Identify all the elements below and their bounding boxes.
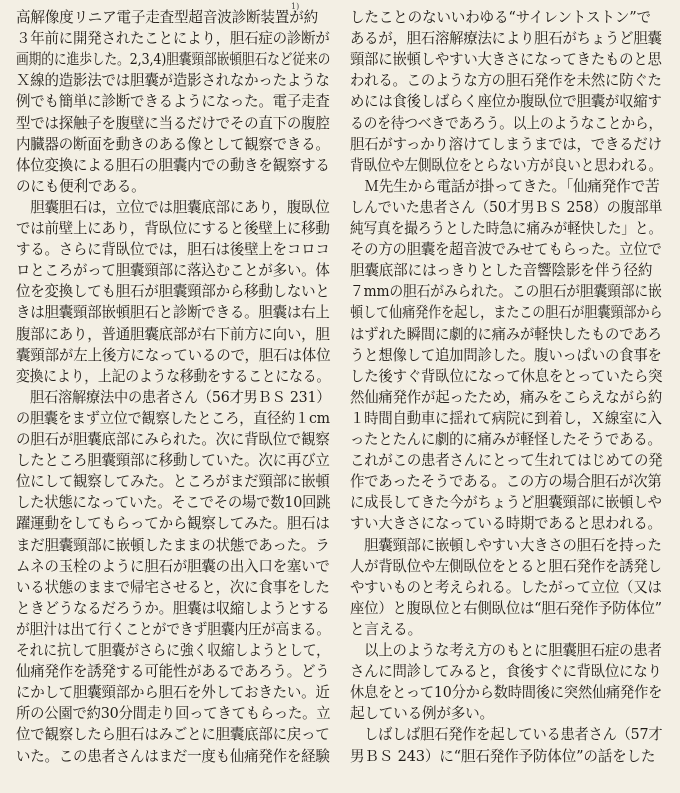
text-line: それに抗して胆囊がさらに強く収縮しようとして，	[16, 642, 330, 659]
text-line: 背臥位や左側臥位をとらない方が良いと思われる。	[350, 156, 663, 174]
text-line: 作であったそうである。この方の場合胆石が次第	[350, 473, 662, 491]
text-line: したところ胆囊頸部に移動していた。次に再び立	[16, 452, 330, 470]
text-line: 起している例が多い。	[350, 705, 494, 723]
text-line: 高解像度リニア電子走査型超音波診断装置が約	[16, 9, 318, 26]
text-line: 画期的に進歩した。2,3,4)胆囊頸部嵌頓胆石など従来の	[16, 51, 331, 69]
text-line: ムネの玉栓のように胆石が胆囊の出入口を塞いで	[16, 557, 330, 575]
text-line: にかして胆囊頸部から胆石を外しておきたい。近	[16, 684, 330, 702]
text-line: 胆石がすっかり溶けてしまうまでは，できるだけ	[350, 135, 662, 153]
text-line: 胆囊底部にはっきりとした音響陰影を伴う径約	[350, 262, 653, 280]
text-line: 位にして観察してみた。ところがまだ頸部に嵌頓	[16, 473, 330, 491]
text-line: 躍運動をしてもらってから観察してみた。胆石は	[16, 515, 330, 533]
text-line: いる状態のままで帰宅させると，次に食事をした	[16, 578, 330, 596]
text-line: その方の胆囊を超音波でみせてもらった。立位で	[350, 241, 662, 259]
text-line: と言える。	[350, 620, 422, 638]
text-line: しんでいた患者さん（50才男ＢＳ 258）の腹部単	[350, 198, 663, 216]
text-line: 然仙痛発作が起ったため，痛みをこらえながら約	[350, 388, 663, 406]
text-line: の胆囊をまず立位で観察したところ，直径約１cm	[16, 409, 330, 427]
text-line: する。さらに背臥位では，胆石は後壁上をコロコ	[16, 241, 330, 259]
text-line: 人が背臥位や左側臥位をとると胆石発作を誘発し	[350, 557, 662, 575]
text-line: めには食後しばらく座位か腹臥位で胆囊が収縮す	[350, 93, 662, 111]
text-line: やすいものと考えられる。したがって立位（又は	[350, 578, 662, 596]
text-line: した後すぐ背臥位になって休息をとっていたら突	[350, 367, 663, 385]
text-line: うと想像して追加問診した。腹いっぱいの食事を	[350, 346, 662, 364]
text-line: 変換により，上記のような移動をすることになる。	[16, 367, 331, 385]
text-line: 純写真を撮ろうとした時急に痛みが軽快した」と。	[350, 220, 663, 237]
text-line: 胆囊胆石は，立位では胆囊底部にあり，腹臥位	[16, 198, 330, 216]
text-line: のにも便利である。	[16, 177, 146, 195]
text-line: あるが，胆石溶解療法により胆石がちょうど胆囊	[350, 30, 662, 48]
text-line: ７mmの胆石がみられた。この胆石が胆囊頸部に嵌	[350, 283, 662, 301]
text-line: Ｘ線的造影法では胆囊が造影されなかったような	[16, 72, 330, 90]
text-line: した状態になっていた。そこでその場で数10回跳	[16, 494, 331, 512]
text-line: 型では探触子を腹壁に当るだけでその直下の腹腔	[16, 114, 330, 132]
text-line: さんに問診してみると，食後すぐに背臥位になり	[350, 663, 662, 681]
text-line: では前壁上にあり，背臥位にすると後壁上に移動	[16, 220, 330, 237]
text-line: ときどうなるだろうか。胆囊は収縮しようとする	[16, 599, 330, 617]
text-line: これがこの患者さんにとって生れてはじめての発	[350, 452, 663, 470]
text-line: すい大きさになっている時期であると思われる。	[350, 515, 662, 533]
text-line: 男ＢＳ 243）に“胆石発作予防体位”の話をした	[350, 747, 656, 765]
text-line: 頓して仙痛発作を起し，またこの胆石が胆囊頸部から	[350, 304, 663, 322]
text-line: 頸部に嵌頓しやすい大きさになってきたものと思	[350, 51, 662, 69]
text-line: 休息をとって10分から数時間後に突然仙痛発作を	[350, 684, 663, 702]
text-line: まだ胆囊頸部に嵌頓したままの状態であった。ラ	[16, 536, 330, 554]
text-line: しばしば胆石発作を起している患者さん（57才	[350, 726, 663, 744]
text-line: 腹部にあり，普通胆囊底部が右下前方に向い，胆	[16, 325, 330, 343]
text-line: の胆石が胆囊底部にみられた。次に背臥位で観察	[16, 431, 330, 448]
text-line: ロところがって胆囊頸部に落込むことが多い。体	[16, 262, 330, 280]
text-line: 体位変換による胆石の胆囊内での動きを観察する	[16, 156, 330, 174]
text-line: ３年前に開発されたことにより，胆石症の診断が	[16, 30, 330, 48]
text-line: われる。このような方の胆石発作を未然に防ぐた	[350, 72, 662, 90]
text-line: ったとたんに劇的に痛みが軽怪したそうである。	[350, 431, 662, 448]
text-line: したことのないいわゆる“サイレントストン”で	[350, 9, 651, 26]
text-line: るのを待つべきであろう。以上のようなことから，	[350, 114, 663, 132]
text-line: いた。この患者さんはまだ一度も仙痛発作を経験	[16, 747, 330, 765]
text-line: 例でも簡単に診断できるようになった。電子走査	[16, 93, 330, 111]
text-line: 位で観察したら胆石はみごとに胆囊底部に戻って	[16, 726, 330, 744]
text-line: きは胆囊頸部嵌頓胆石と診断できる。胆囊は右上	[16, 304, 330, 322]
text-line: 胆囊頸部に嵌頓しやすい大きさの胆石を持った	[350, 536, 662, 554]
text-line: 囊頸部が左上後方になっているので，胆石は体位	[16, 346, 331, 364]
text-line: に成長してきた今がちょうど胆囊頸部に嵌頓しや	[350, 494, 662, 512]
text-line: はずれた瞬間に劇的に痛みが軽快したものであろ	[350, 325, 662, 343]
text-line: 以上のような考え方のもとに胆囊胆石症の患者	[350, 642, 662, 659]
text-line: Ｍ先生から電話が掛ってきた。「仙痛発作で苦	[350, 177, 660, 195]
text-line: 位を変換しても胆石が胆囊頸部から移動しないと	[16, 283, 330, 301]
text-line: 内臓器の断面を動きのある像として観察できる。	[16, 135, 330, 153]
text-line: が胆汁は出て行くことができず胆囊内圧が高まる。	[16, 620, 331, 638]
text-line: 座位）と腹臥位と右側臥位は“胆石発作予防体位”	[350, 599, 662, 617]
text-line: １時間自動車に揺れて病院に到着し，Ｘ線室に入	[350, 409, 662, 427]
text-line: 胆石溶解療法中の患者さん（56才男ＢＳ 231）	[16, 388, 331, 406]
footnote-reference-mark: 1)	[291, 2, 300, 11]
text-line: 所の公園で約30分間走り回ってきてもらった。立	[16, 705, 331, 723]
text-line: 仙痛発作を誘発する可能性があるであろう。どう	[16, 663, 330, 681]
